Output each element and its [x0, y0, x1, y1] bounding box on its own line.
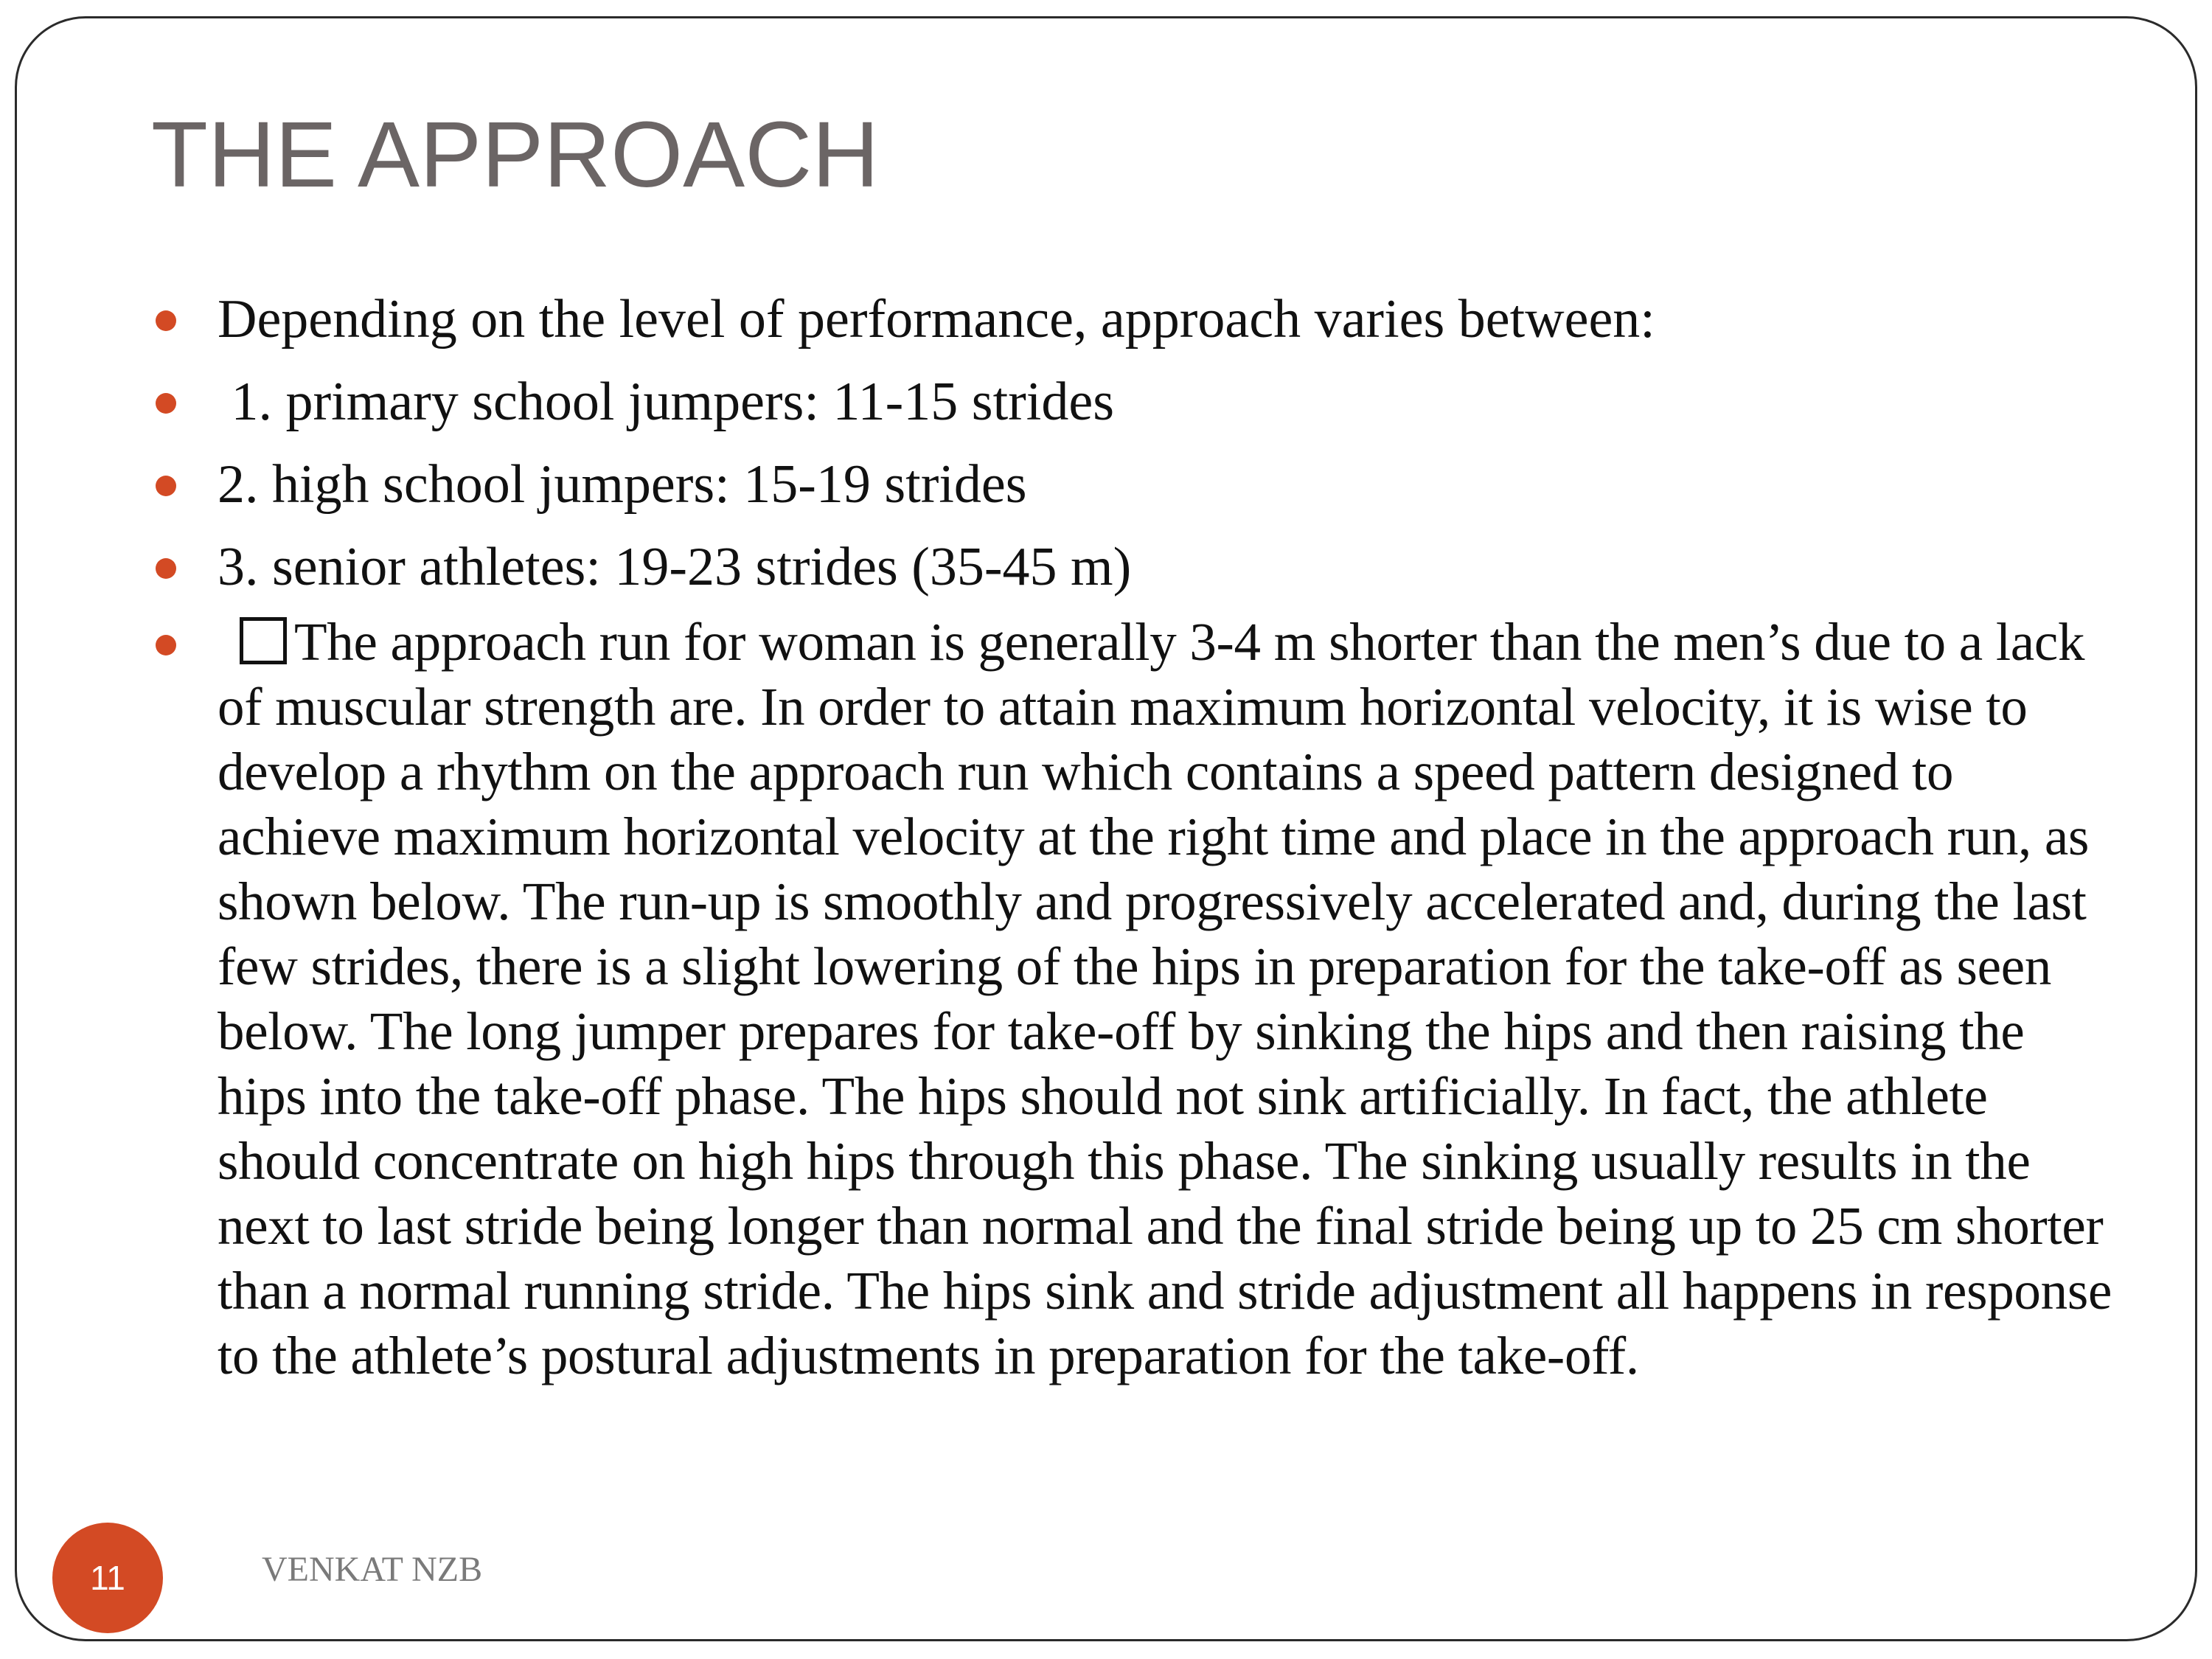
bullet-dot-icon — [156, 310, 176, 331]
bullet-dot-icon — [156, 635, 176, 655]
bullet-item-long — [218, 610, 2120, 1388]
bullet-dot-icon — [156, 393, 176, 414]
slide-title: THE APPROACH — [151, 102, 880, 206]
bullet-text: 3. senior athletes: 19-23 strides (35-45 m) — [218, 537, 1132, 597]
bullet-item — [218, 443, 2120, 526]
bullet-text: 2. high school jumpers: 15-19 strides — [218, 454, 1027, 515]
slide-frame — [15, 16, 2197, 1641]
bullet-dot-icon — [156, 476, 176, 496]
bullet-text: 1. primary school jumpers: 11-15 strides — [218, 372, 1115, 432]
bullet-item — [218, 526, 2120, 608]
long-bullet-text: The approach run for woman is generally 3-4 m shorter than the men’s due to a lack of muscular strength are. In order to attain maximum horizontal velocity, it is wise to develop a rhythm on the approach run which contains a speed pattern designed to achieve maximum horizontal velocity at the right time and place in the approach run, as shown below. The run-up is smoothly and progressively accelerated and, during the last few strides, there is a slight lowering of the hips in preparation for the take-off as seen below. The long jumper prepares for take-off by sinking the hips and then raising the hips into the take-off phase. The hips should not sink artificially. In fact, the athlete should concentrate on high hips through this phase. The sinking usually results in the next to last stride being longer than normal and the final stride being up to 25 cm shorter than a normal running stride. The hips sink and stride adjustment all happens in response to the athlete’s postural adjustments in preparation for the take-off. — [218, 612, 2112, 1385]
bullet-text: Depending on the level of performance, approach varies between: — [218, 289, 1655, 349]
checkbox-square-icon — [240, 617, 287, 664]
footer-text: VENKAT NZB — [262, 1550, 483, 1589]
page-number-badge: 11 — [52, 1523, 163, 1633]
bullet-dot-icon — [156, 558, 176, 579]
bullet-item — [218, 361, 2120, 443]
bullet-item — [218, 278, 2120, 361]
bullet-list — [218, 278, 2120, 1388]
